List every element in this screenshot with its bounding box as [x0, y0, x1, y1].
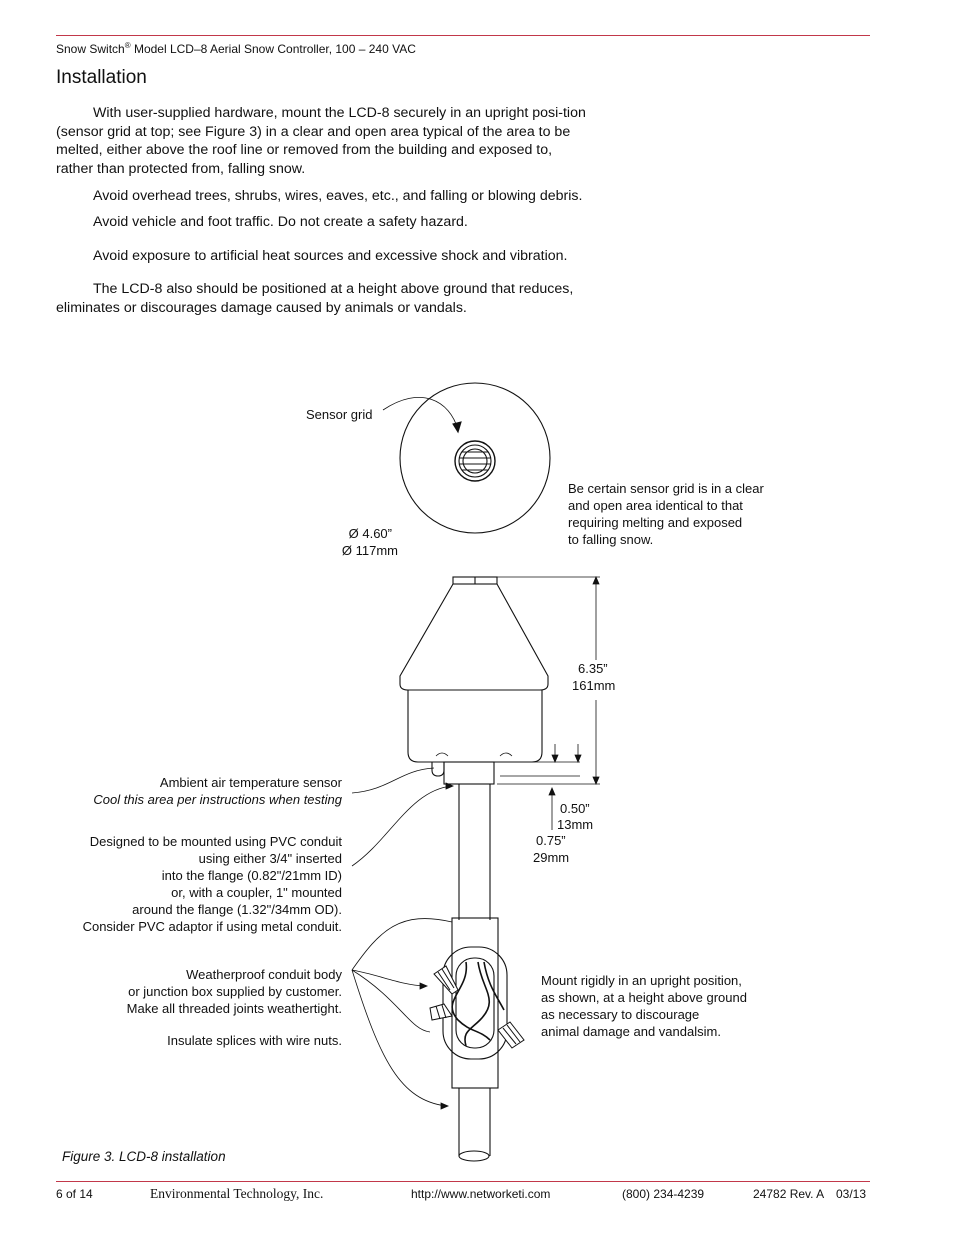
page-number: 6 of 14: [56, 1187, 93, 1201]
sensor-grid-label: Sensor grid: [306, 407, 373, 422]
wire-nut-icon: [434, 966, 458, 994]
offset-in-label: 0.75”: [536, 833, 566, 848]
flange: [444, 762, 494, 784]
wire-nut-icon-2: [430, 1004, 452, 1020]
conduit-body: [452, 918, 498, 1088]
sensor-grid-leader: [383, 397, 458, 430]
website-link[interactable]: http://www.networketi.com: [411, 1187, 551, 1201]
dimension-lines: [497, 577, 600, 830]
cone-housing: [400, 584, 548, 690]
company-name: Environmental Technology, Inc.: [150, 1186, 324, 1201]
running-header: Snow Switch® Model LCD–8 Aerial Snow Controller, 100 – 240 VAC: [56, 41, 416, 56]
top-view: [383, 383, 550, 533]
mount-note: Mount rigidly in an upright position, as shown, at a height above ground as necessary to discourage animal damage and vandalsim.: [541, 973, 747, 1039]
paragraph-avoid-traffic: Avoid vehicle and foot traffic. Do not create a safety hazard.: [93, 214, 468, 230]
sensor-grid-note: Be certain sensor grid is in a clear and open area identical to that requiring melting and exposed to falling snow.: [568, 481, 764, 547]
lower-housing: [408, 690, 542, 762]
arrow-head-icon: [453, 422, 461, 432]
pvc-conduit-note: Designed to be mounted using PVC conduit using either 3/4" inserted into the flange (0.82"/21mm ID) or, with a coupler, 1" mounted around the flange (1.32"/34mm OD). Consider PVC adaptor if using metal conduit.: [82, 834, 342, 934]
paragraph-mounting: With user-supplied hardware, mount the LCD-8 securely in an upright posi-tion (sensor grid at top; see Figure 3) in a clear and open area typical of the area to be melted, either above the roof line or removed from the building and exposed to, rather than protected from, falling snow.: [56, 105, 586, 177]
section-title: Installation: [56, 67, 147, 88]
diameter-mm-label: Ø 117mm: [341, 543, 398, 558]
figure-caption: Figure 3. LCD-8 installation: [62, 1149, 226, 1164]
height-in-label: 6.35”: [578, 661, 608, 676]
paragraph-height: The LCD-8 also should be positioned at a height above ground that reduces, eliminates or discourages damage caused by animals or vandals.: [56, 281, 574, 316]
ambient-sensor-tip: [432, 762, 444, 776]
conduit-body-note: Weatherproof conduit body or junction box supplied by customer. Make all threaded joints weathertight.: [126, 967, 342, 1016]
side-view: [400, 577, 548, 1161]
flange-in-label: 0.50”: [560, 801, 590, 816]
offset-mm-label: 29mm: [533, 850, 570, 865]
ambient-sensor-label: Ambient air temperature sensor Cool this area per instructions when testing: [93, 775, 342, 807]
diameter-in-label: Ø 4.60”: [348, 526, 392, 541]
phone-number: (800) 234-4239: [622, 1187, 705, 1201]
conduit-end: [459, 1151, 489, 1161]
revision: 24782 Rev. A: [753, 1187, 825, 1201]
revision-date: 03/13: [836, 1187, 867, 1201]
height-mm-label: 161mm: [572, 678, 616, 693]
sensor-grid-icon: [455, 441, 495, 481]
footer-rule: [56, 1181, 870, 1182]
splice-note: Insulate splices with wire nuts.: [167, 1033, 342, 1048]
wire-nut-icon-3: [498, 1022, 524, 1048]
arrow-head-icon-3: [420, 983, 427, 989]
paragraph-avoid-heat: Avoid exposure to artificial heat sources and excessive shock and vibration.: [93, 248, 568, 264]
leader-lines: [352, 768, 453, 1109]
flange-mm-label: 13mm: [557, 817, 594, 832]
paragraph-avoid-trees: Avoid overhead trees, shrubs, wires, eaves, etc., and falling or blowing debris.: [93, 188, 583, 204]
arrow-head-icon-4: [441, 1103, 448, 1109]
